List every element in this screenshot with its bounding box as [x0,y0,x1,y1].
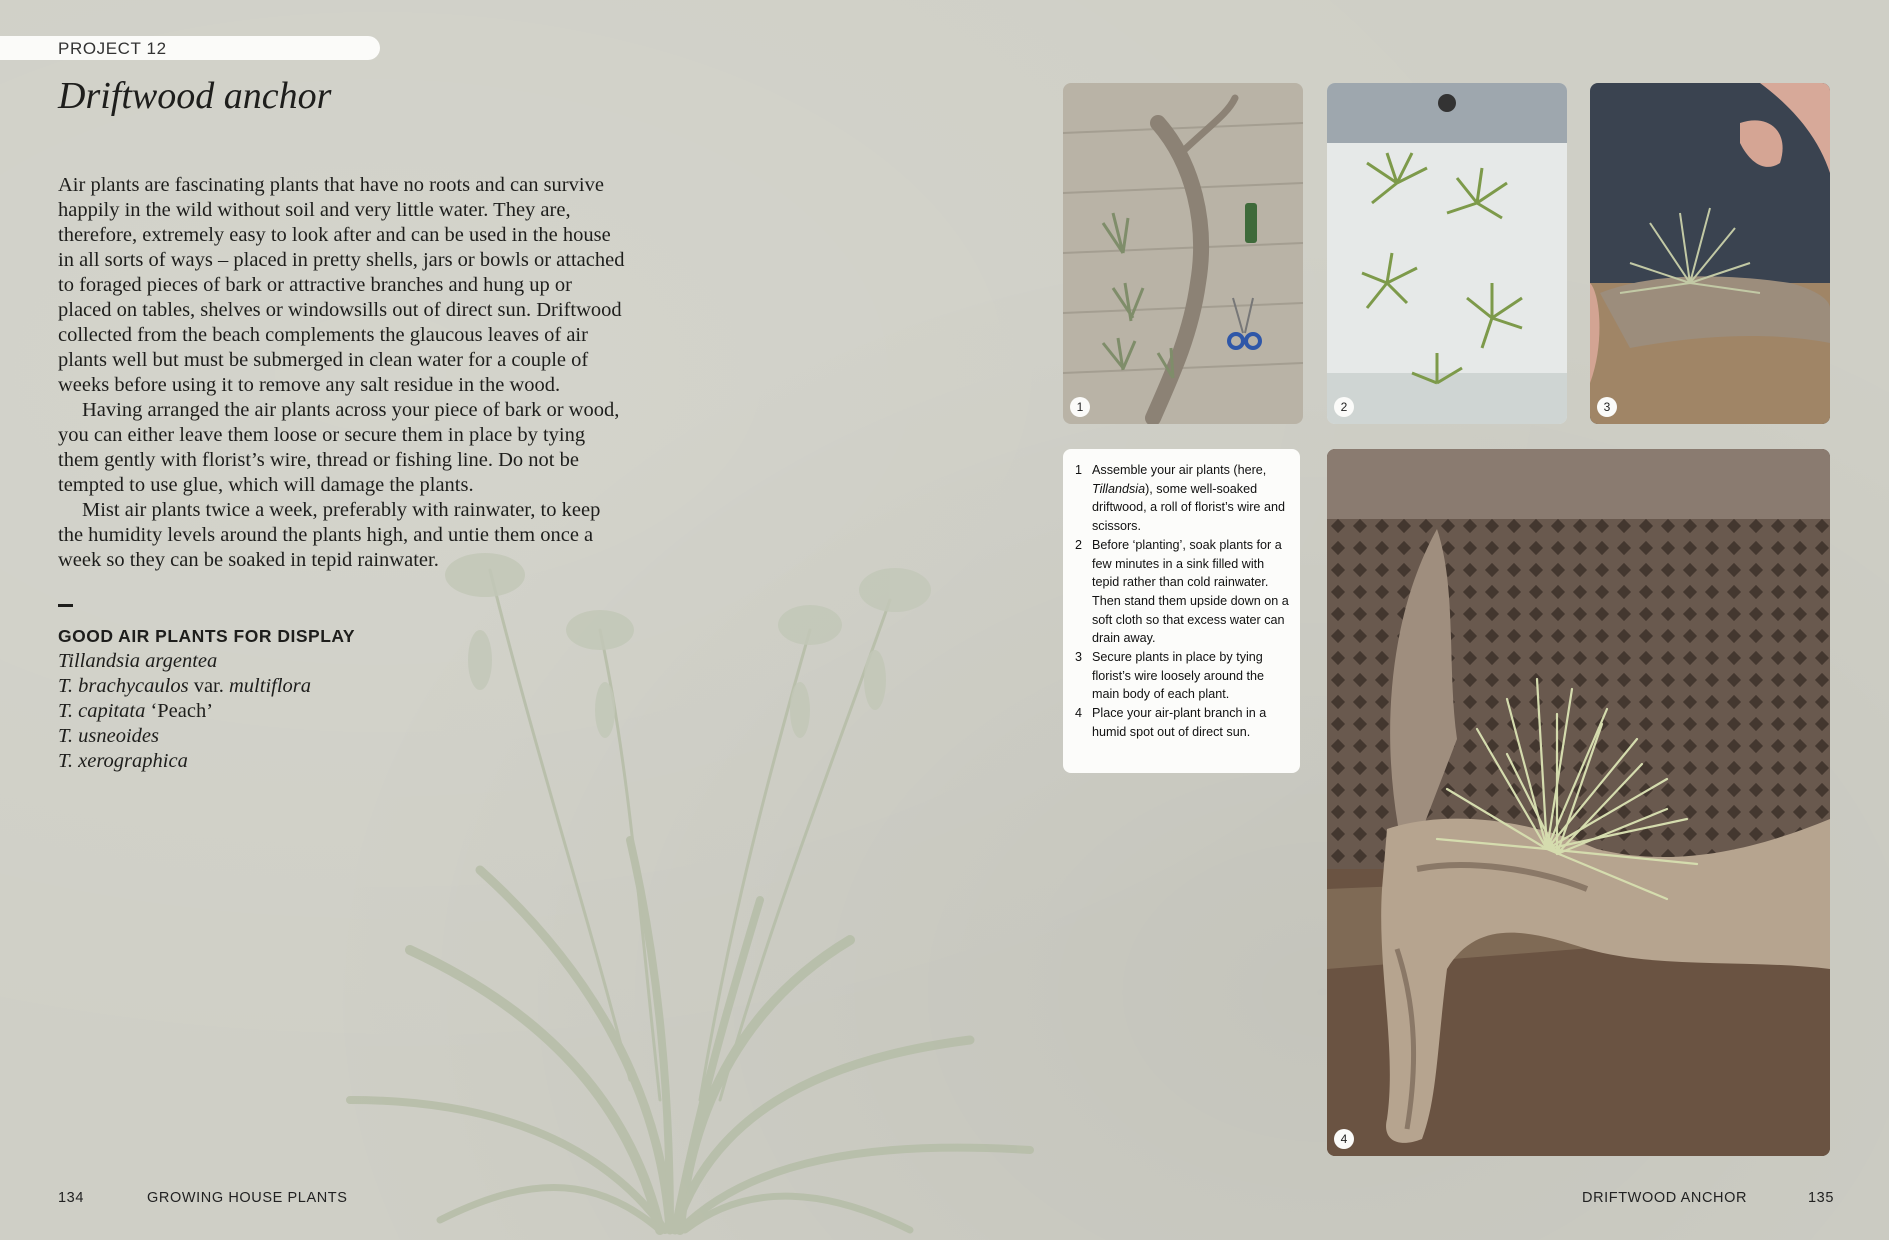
page-title: Driftwood anchor [58,75,332,117]
plant-list [58,649,311,774]
photo-number: 3 [1597,397,1617,417]
body-paragraph: Having arranged the air plants across your piece of bark or wood, you can either leave them loose or secure them in place by tying them gently with florist’s wire, thread or fishing line. Do not be tempted to use glue, which will damage the plants. [58,399,620,496]
plant-list-heading: GOOD AIR PLANTS FOR DISPLAY [58,626,356,646]
plant-list-item: T. brachycaulos var. multiflora [58,675,312,697]
caption-step: 4 Place your air-plant branch in a humid spot out of direct sun. [1075,706,1267,739]
running-head-left: GROWING HOUSE PLANTS [147,1190,348,1206]
background-plant-illustration [330,540,1060,1240]
step-captions [1063,449,1300,773]
section-divider [58,604,73,607]
photo-2-soaking [1327,83,1567,424]
body-paragraph: Air plants are fascinating plants that have no roots and can survive happily in the wild without soil and very little water. They are, therefore, extremely easy to look after and can be used in the house in all sorts of ways – placed in pretty shells, jars or bowls or attached to foraged pieces of bark or attractive branches and hung up or placed on tables, shelves or windowsills out of direct sun. Driftwood collected from the beach complements the glaucous leaves of air plants well but must be submerged in clean water for a couple of weeks before using it to remove any salt residue in the wood. [58,174,625,396]
plant-list-item: T. usneoides [58,725,159,747]
plant-list-item: T. capitata ‘Peach’ [58,700,214,722]
plant-list-item: T. xerographica [58,750,188,772]
body-text [58,173,628,573]
caption-step: 3 Secure plants in place by tying florist’s wire loosely around the main body of each plant. [1075,650,1264,702]
page-number-left: 134 [58,1190,84,1206]
photo-4-finished-branch [1327,449,1830,1156]
photo-number: 1 [1070,397,1090,417]
project-label-tab [0,36,380,60]
caption-step: 1 Assemble your air plants (here, Tillandsia), some well-soaked driftwood, a roll of florist’s wire and scissors. [1075,463,1285,534]
photo-number: 4 [1334,1129,1354,1149]
caption-step: 2 Before ‘planting’, soak plants for a few minutes in a sink filled with tepid rather than cold rainwater. Then stand them upside down on a soft cloth so that excess water can drain away. [1075,537,1289,646]
body-paragraph: Mist air plants twice a week, preferably with rainwater, to keep the humidity levels around the plants high, and untie them once a week so they can be soaked in tepid rainwater. [58,499,601,571]
plant-list-item: Tillandsia argentea [58,650,218,672]
running-head-right: DRIFTWOOD ANCHOR [1582,1190,1748,1206]
photo-3-tying [1590,83,1830,424]
photo-number: 2 [1334,397,1354,417]
project-label: PROJECT 12 [58,39,167,58]
photo-1-materials [1063,83,1303,424]
page-number-right: 135 [1808,1190,1834,1206]
